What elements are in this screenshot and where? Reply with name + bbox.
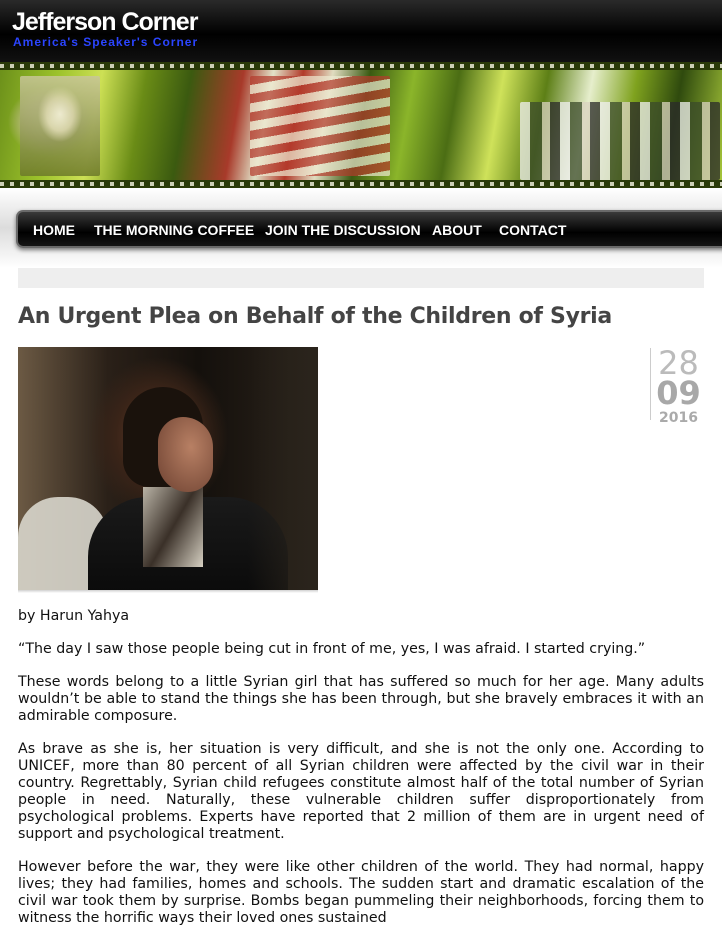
article-title[interactable]: An Urgent Plea on Behalf of the Children of Syria xyxy=(18,304,612,329)
article-paragraph: “The day I saw those people being cut in front of me, yes, I was afraid. I started crying.” xyxy=(18,641,646,657)
nav-join-the-discussion[interactable]: JOIN THE DISCUSSION xyxy=(265,222,421,238)
banner-crowd xyxy=(520,102,720,180)
site-tagline: America's Speaker's Corner xyxy=(13,35,199,49)
banner-flag xyxy=(250,76,390,176)
article-paragraph: These words belong to a little Syrian girl that has suffered so much for her age. Many adults wouldn’t be able to stand the things she has been through, but she bravely embraces it with an admirable composure. xyxy=(18,674,704,724)
banner-film-strip-bottom xyxy=(0,180,722,188)
banner-portrait xyxy=(20,76,100,176)
date-day: 28 xyxy=(658,344,699,382)
banner-film-strip-top xyxy=(0,62,722,70)
post-date xyxy=(650,344,706,426)
article-paragraph: However before the war, they were like other children of the world. They had normal, happy lives; they had families, homes and schools. The sudden start and dramatic escalation of the civil war took them by surprise. Bombs began pummeling their neighborhoods, forcing them to witness the horrific ways their loved ones sustained xyxy=(18,859,704,926)
nav-about[interactable]: ABOUT xyxy=(432,222,482,238)
site-title[interactable]: Jefferson Corner xyxy=(12,8,198,36)
nav-contact[interactable]: CONTACT xyxy=(499,222,567,238)
photo-shadow xyxy=(18,590,318,593)
article-photo xyxy=(18,347,318,590)
article-body xyxy=(18,608,704,943)
content-top-bar xyxy=(18,268,704,288)
site-header xyxy=(0,0,722,62)
header-banner-image xyxy=(0,62,722,188)
main-nav xyxy=(16,210,722,248)
date-year: 2016 xyxy=(659,410,698,426)
date-month: 09 xyxy=(656,374,701,412)
article-byline: by Harun Yahya xyxy=(18,608,130,624)
nav-the-morning-coffee[interactable]: THE MORNING COFFEE xyxy=(94,222,255,238)
nav-home[interactable]: HOME xyxy=(33,222,75,238)
article-paragraph: As brave as she is, her situation is very difficult, and she is not the only one. According to UNICEF, more than 80 percent of all Syrian children were affected by the civil war in their country. Regrettably, Syrian child refugees constitute almost half of the total number of Syrian people in need. Naturally, these vulnerable children suffer disproportionately from psychological problems. Experts have reported that 2 million of them are in urgent need of support and psychological treatment. xyxy=(18,741,704,842)
